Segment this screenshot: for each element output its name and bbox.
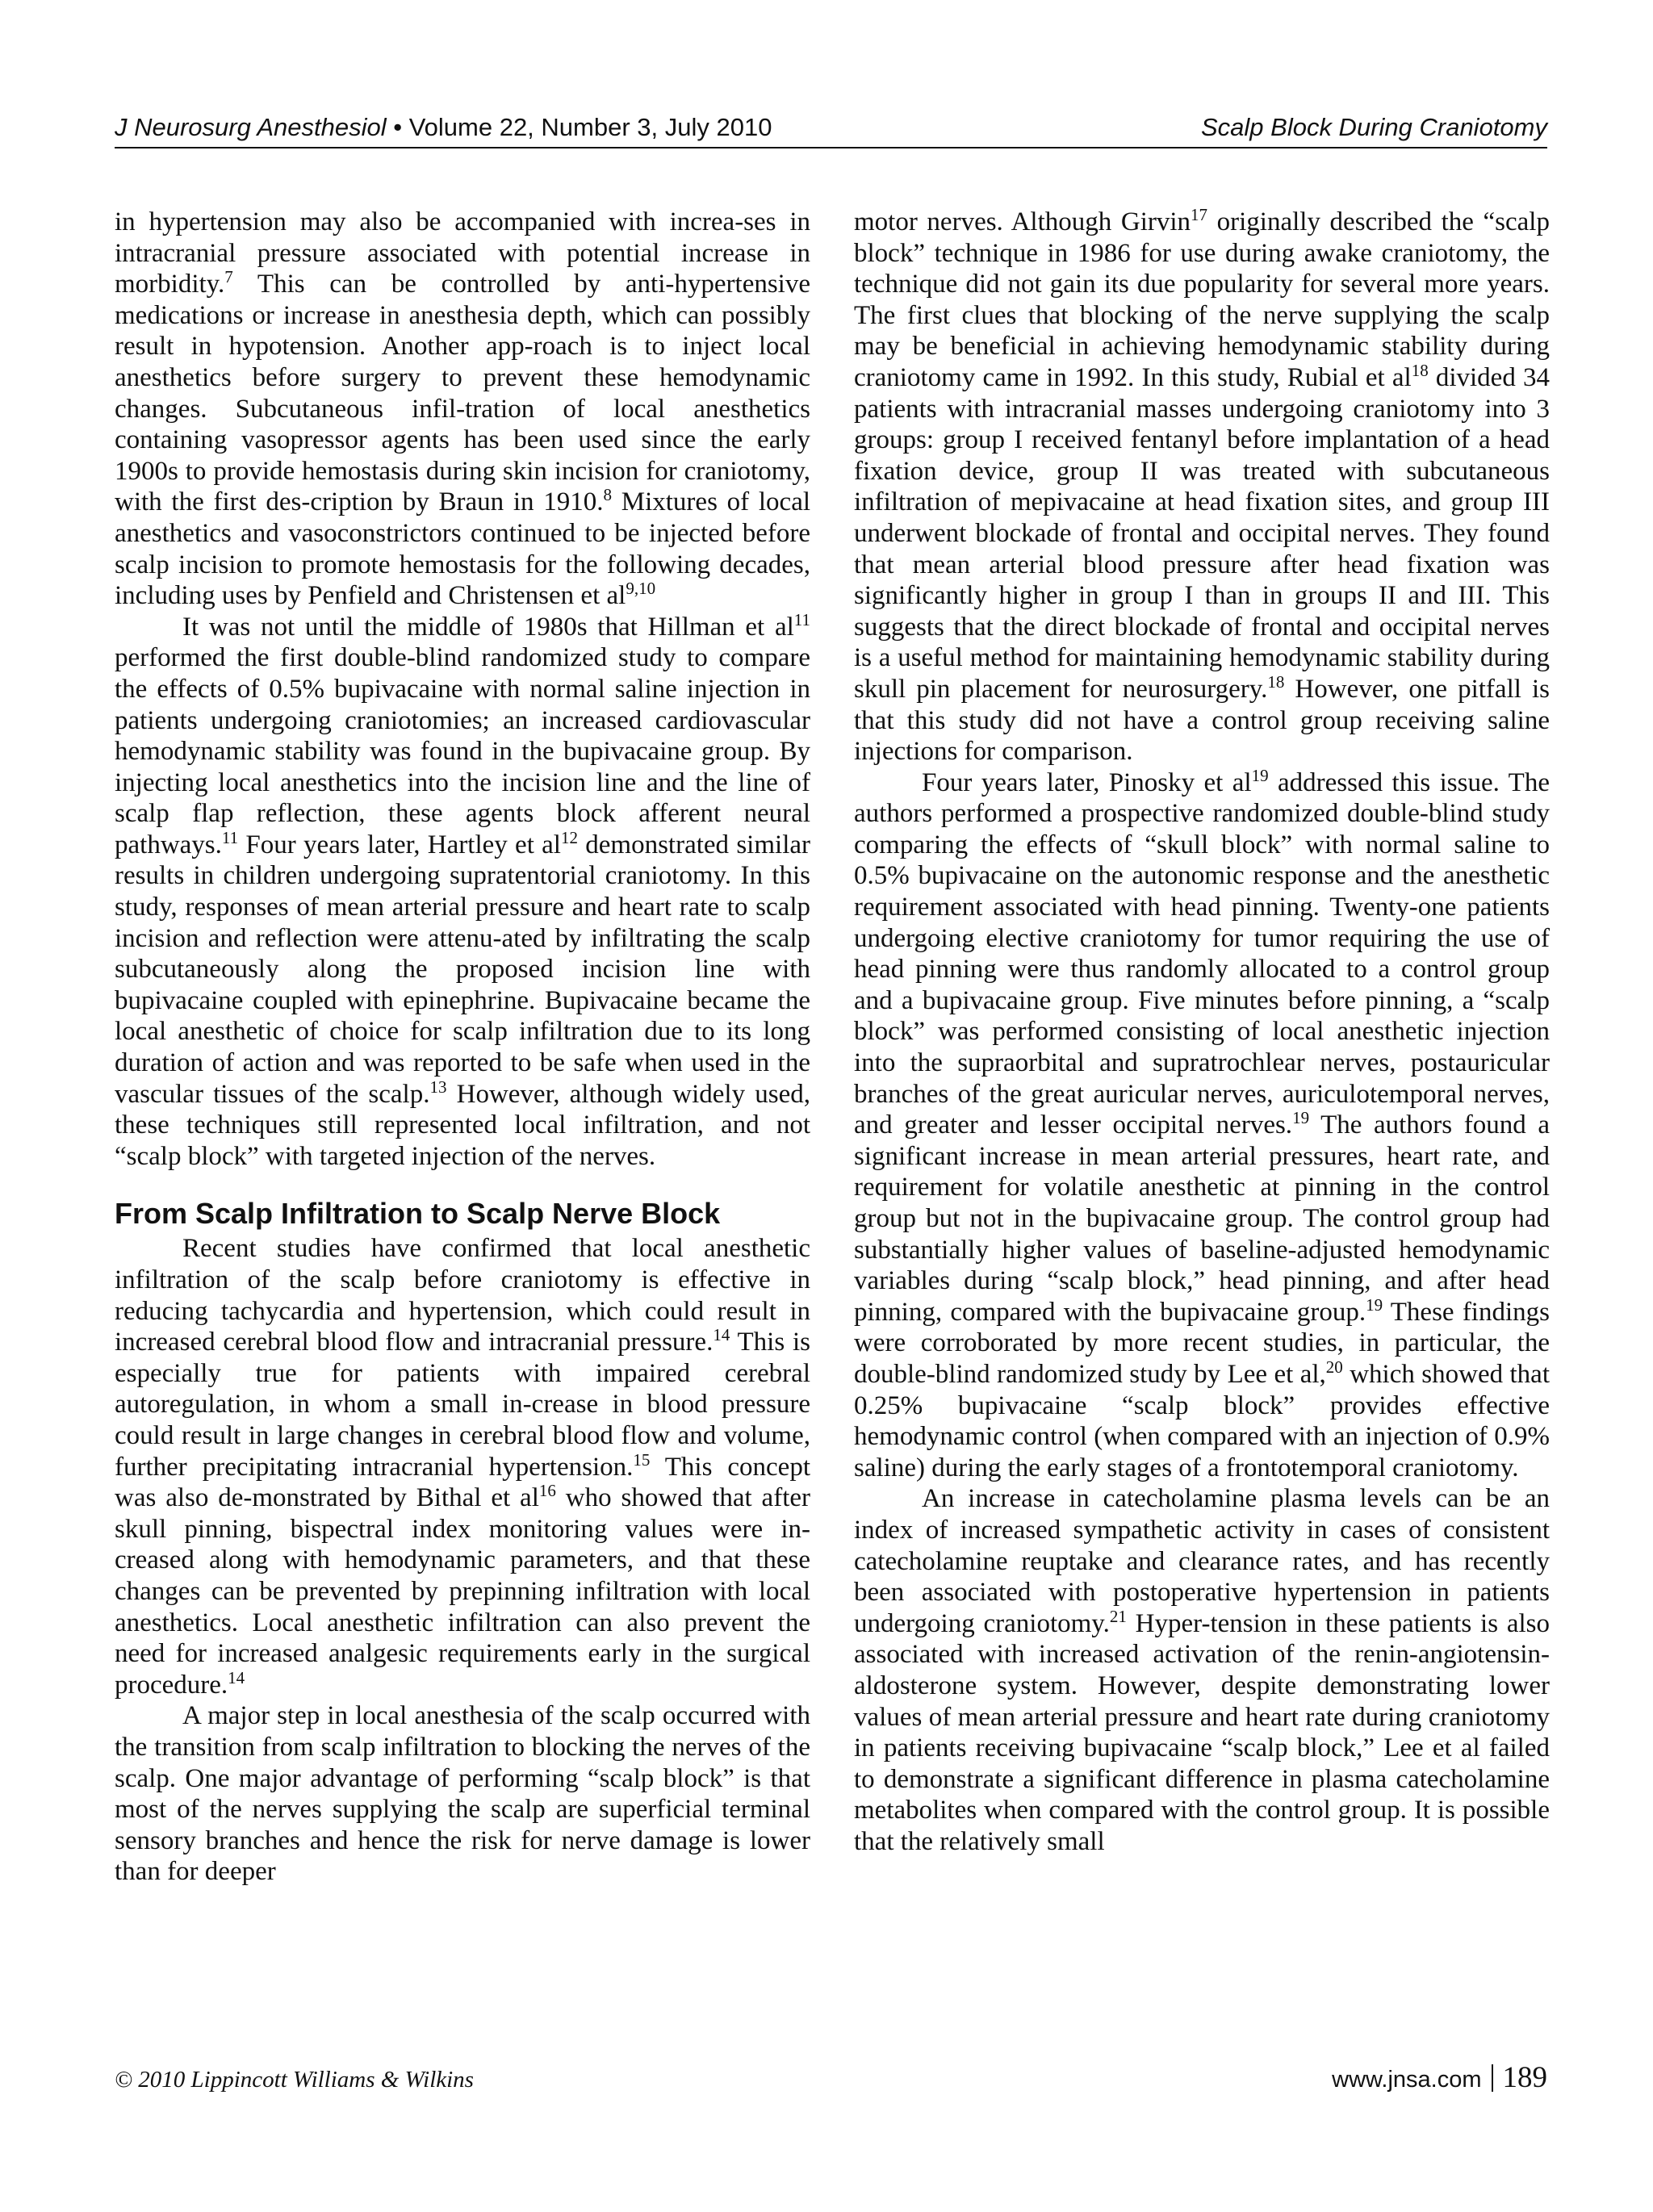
citation: 18	[1411, 360, 1429, 380]
journal-name: J Neurosurg Anesthesiol	[115, 113, 387, 141]
running-header	[115, 108, 1547, 148]
header-bullet: •	[386, 113, 409, 141]
header-journal-info	[115, 113, 772, 142]
left-column	[115, 207, 810, 1888]
footer-right	[1332, 2060, 1547, 2095]
paragraph: A major step in local anesthesia of the scalp occurred with the transition from scalp infiltration to blocking the nerves of the scalp. One major advantage of performing “scalp block” is that most of the nerves supplying the scalp are superficial terminal sensory branches and hence the risk for nerve damage is lower than for deeper	[115, 1701, 810, 1887]
right-column	[854, 207, 1550, 1857]
citation: 18	[1267, 671, 1285, 692]
copyright: © 2010 Lippincott Williams & Wilkins	[115, 2067, 474, 2093]
citation: 12	[560, 827, 578, 847]
citation: 19	[1251, 765, 1269, 785]
section-heading: From Scalp Infiltration to Scalp Nerve Block	[115, 1197, 721, 1231]
citation: 16	[538, 1481, 556, 1501]
running-title: Scalp Block During Craniotomy	[1200, 113, 1547, 141]
citation: 11	[793, 609, 810, 629]
volume-info: Volume 22, Number 3, July 2010	[408, 113, 772, 141]
citation: 9,10	[626, 579, 656, 599]
journal-url: www.jnsa.com	[1332, 2067, 1482, 2093]
paragraph: Recent studies have confirmed that local anesthetic infiltration of the scalp before craniotomy is effective in reducing tachycardia and hypertension, which could result in increased cerebral blood flow and intracranial pressure.$^{14}$ This is especially true for patients with impaired cerebral autoregulation, in whom a small in-crease in blood pressure could result in large changes in cerebral blood flow and volume, further precipitating intracranial hypertension.$^{15}$ This concept was also de-monstrated by Bithal et $al^{16}$ who showed that after skull pinning, bispectral index monitoring values were in-creased along with hemodynamic parameters, and that these changes can be prevented by prepinning infiltration with local anesthetics. Local anesthetic infiltration can also prevent the need for increased analgesic requirements early in the surgical procedure.$^{14}$	[115, 1234, 811, 1700]
citation: 8	[603, 485, 613, 505]
paragraph: An increase in catecholamine plasma levels can be an index of increased sympathetic activity in cases of consistent catecholamine reuptake and clearance rates, and has recently been associated with postoperative hypertension in patients undergoing craniotomy.$^{21}$ Hyper-tension in these patients is also associated with increased activation of the renin-angiotensin-aldosterone system. However, despite demonstrating lower values of mean arterial pressure and heart rate during craniotomy in patients receiving bupivacaine “scalp block,” Lee et al failed to demonstrate a significant difference in plasma catecholamine metabolites when compared with the control group. It is possible that the relatively small	[854, 1484, 1550, 1856]
page-footer	[115, 2060, 1547, 2096]
citation: 14	[228, 1667, 245, 1687]
citation: 11	[221, 827, 239, 847]
citation: 17	[1191, 205, 1208, 224]
page-number: 189	[1502, 2061, 1547, 2094]
paragraph: in hypertension may also be accompanied with increa-ses in intracranial pressure associated with potential increase in morbidity.$^7$ This can be controlled by anti-hypertensive medications or increase in anesthesia depth, which can possibly result in hypotension. Another app-roach is to inject local anesthetics before surgery to prevent these hemodynamic changes. Subcutaneous infil-tration of local anesthetics containing vasopressor agents has been used since the early 1900s to provide hemostasis during skin incision for craniotomy, with the first des-cription by Braun in 1910.$^8$ Mixtures of local anesthetics and vasoconstrictors continued to be injected before scalp incision to promote hemostasis for the following decades, including uses by Penfield and Christensen et al$^{9,10}$	[115, 207, 811, 611]
paragraph: Four years later, Pinosky et $al^{19}$ addressed this issue. The authors performed a prospective randomized double-blind study comparing the effects of “skull block” with normal saline to 0.5% bupivacaine on the autonomic response and the anesthetic requirement associated with head pinning. Twenty-one patients undergoing elective craniotomy for tumor requiring the use of head pinning were thus randomly allocated to a control group and a bupivacaine group. Five minutes before pinning, a “scalp block” was performed consisting of local anesthetic injection into the supraorbital and supratrochlear nerves, postauricular branches of the great auricular nerves, auriculotemporal nerves, and greater and lesser occipital nerves.$^{19}$ The authors found a significant increase in mean arterial pressures, heart rate, and requirement for volatile anesthetic at pinning in the control group but not in the bupivacaine group. The control group had substantially higher values of baseline-adjusted hemodynamic variables during “scalp block,” head pinning, and after head pinning, compared with the bupivacaine group.$^{19}$ These findings were corroborated by more recent studies, in particular, the double-blind randomized study by Lee et al,$^{20}$ which showed that 0.25% bupivacaine “scalp block” provides effective hemodynamic control (when compared with an injection of 0.9% saline) during the early stages of a frontotemporal craniotomy.	[854, 765, 1550, 1482]
citation: 19	[1366, 1294, 1383, 1315]
citation: 7	[224, 267, 233, 287]
paragraph: It was not until the middle of 1980s that Hillman et $al^{11}$ performed the first double-blind randomized study to compare the effects of 0.5% bupivacaine with normal saline injection in patients undergoing craniotomies; an increased cardiovascular hemodynamic stability was found in the bupivacaine group. By injecting local anesthetics into the incision line and the line of scalp flap reflection, these agents block afferent neural pathways.$^{11}$ Four years later, Hartley et $al^{12}$ demonstrated similar results in children undergoing supratentorial craniotomy. In this study, responses of mean arterial pressure and heart rate to scalp incision and reflection were attenu-ated by infiltrating the scalp subcutaneously along the proposed incision line with bupivacaine coupled with epinephrine. Bupivacaine became the local anesthetic of choice for scalp infiltration due to its long duration of action and was reported to be safe when used in the vascular tissues of the scalp.$^{13}$ However, although widely used, these techniques still represented local infiltration, and not “scalp block” with targeted injection of the nerves.	[115, 609, 810, 1171]
citation: 13	[429, 1077, 447, 1097]
citation: 20	[1325, 1357, 1343, 1377]
citation: 19	[1292, 1108, 1310, 1128]
citation: 15	[633, 1449, 651, 1470]
citation: 14	[713, 1325, 730, 1345]
paragraph: motor nerves. Although Girvin$^{17}$ originally described the “scalp block” technique in 1986 for use during awake craniotomy, the technique did not gain its due popularity for several more years. The first clues that blocking of the nerve supplying the scalp may be beneficial in achieving hemodynamic stability during craniotomy came in 1992. In this study, Rubial et $al^{18}$ divided 34 patients with intracranial masses undergoing craniotomy into 3 groups: group I received fentanyl before implantation of a head fixation device, group II was treated with subcutaneous infiltration of mepivacaine at head fixation sites, and group III underwent blockade of frontal and occipital nerves. They found that mean arterial blood pressure after head fixation was significantly higher in group I than in groups II and III. This suggests that the direct blockade of frontal and occipital nerves is a useful method for maintaining hemodynamic stability during skull pin placement for neurosurgery.$^{18}$ However, one pitfall is that this study did not have a control group receiving saline injections for comparison.	[854, 205, 1550, 767]
footer-divider	[1492, 2064, 1493, 2092]
citation: 21	[1109, 1606, 1127, 1626]
